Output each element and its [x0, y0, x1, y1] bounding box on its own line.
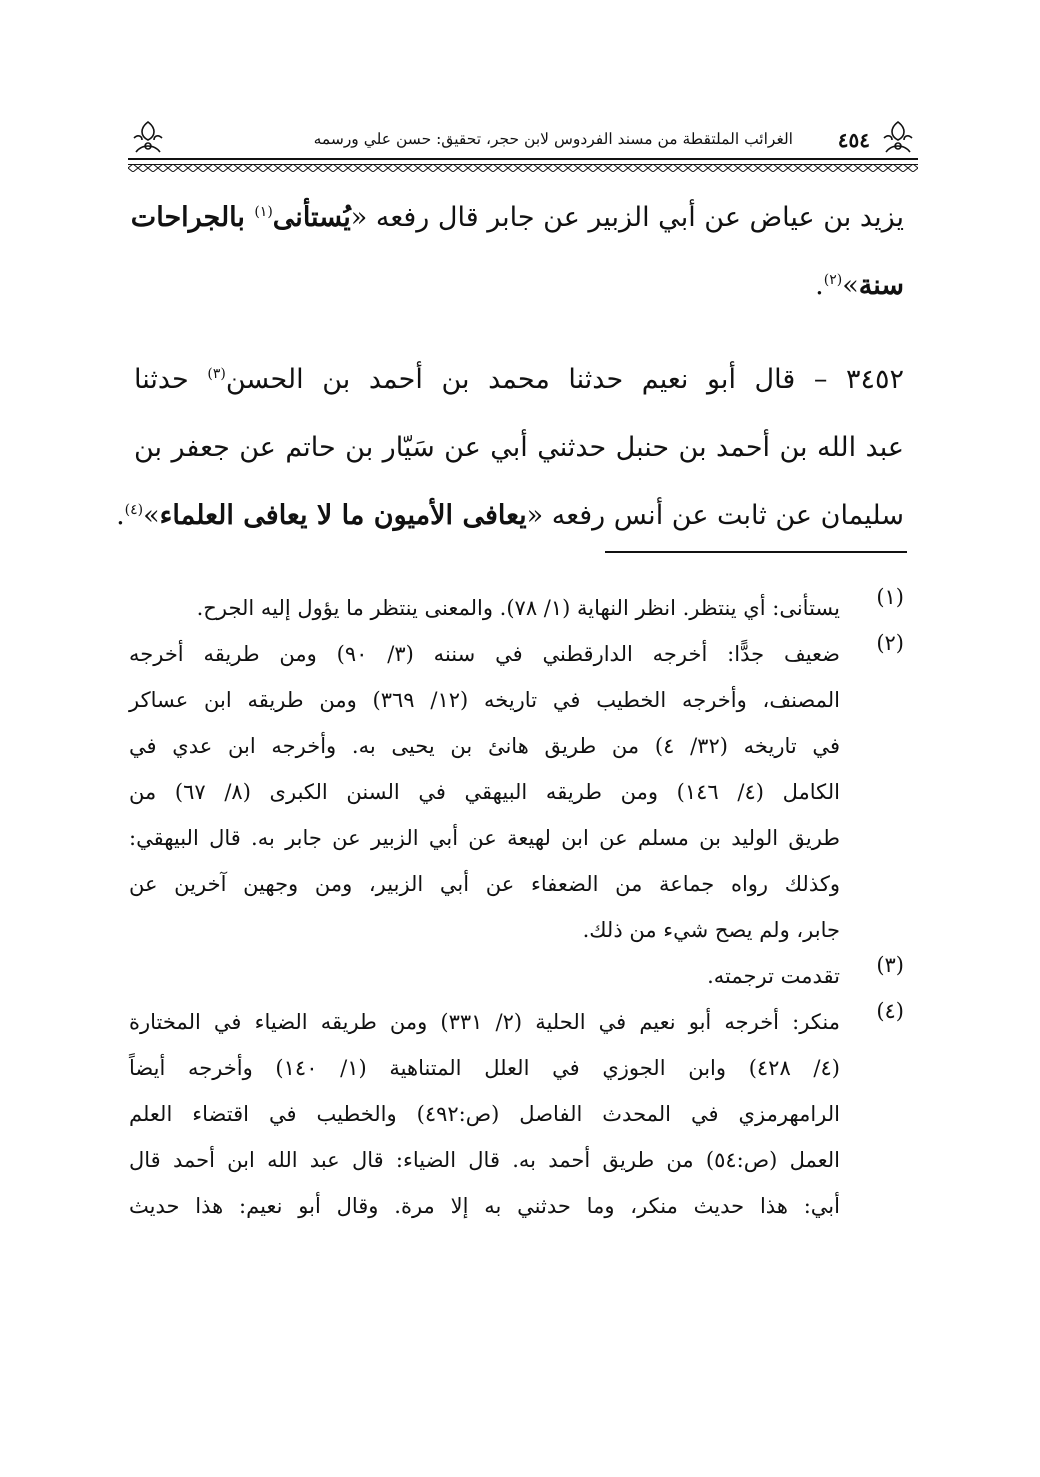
hadith-text: بالجراحات: [130, 202, 255, 233]
footnote-line: منكر: أخرجه أبو نعيم في الحلية (٢/ ٣٣١) ومن طريقه الضياء في المختارة: [129, 1010, 840, 1034]
footnote-ref: (٤): [124, 502, 144, 518]
footnote-3: [129, 953, 904, 999]
text-line: يزيد بن عياض عن أبي الزبير عن جابر قال رفعه «يُستأنى$^{(١)}$ بالجراحات: [130, 202, 904, 233]
hadith-text: يُستأنى: [272, 202, 351, 233]
text-line: عبد الله بن أحمد بن حنبل حدثني أبي عن سَيّار بن حاتم عن جعفر بن: [134, 432, 904, 463]
footnote-line: جابر، ولم يصح شيء من ذلك.: [582, 918, 840, 942]
footnote-line: أبي: هذا حديث منكر، وما حدثني به إلا مرة. وقال أبو نعيم: هذا حديث: [129, 1194, 840, 1218]
header-border-pattern: [128, 164, 918, 172]
footnote-number: (٣): [876, 953, 904, 977]
footnote-line: يستأنى: أي ينتظر. انظر النهاية (١/ ٧٨). والمعنى ينتظر ما يؤول إليه الجرح.: [196, 596, 840, 620]
footnote-line: الرامهرمزي في المحدث الفاصل (ص:٤٩٢) والخطيب في اقتضاء العلم: [129, 1102, 840, 1126]
footnote-number: (٢): [876, 631, 904, 655]
text-line: سليمان عن ثابت عن أنس رفعه «يعافى الأميون ما لا يعافى العلماء»$^{(٤)}$.: [116, 500, 904, 531]
ornament-icon: [878, 118, 918, 158]
footnote-line: وكذلك رواه جماعة من الضعفاء عن أبي الزبير، ومن وجهين آخرين عن: [129, 872, 840, 896]
running-title: الغرائب الملتقطة من مسند الفردوس لابن حجر، تحقيق: حسن علي ورسمه: [313, 130, 793, 148]
body-paragraph: [130, 184, 904, 320]
footnote-line: في تاريخه (٣٢/ ٤) من طريق هانئ بن يحيى به. وأخرجه ابن عدي في: [129, 734, 840, 758]
ornament-icon: [128, 118, 168, 158]
footnote-1: [129, 585, 904, 631]
footnote-line: المصنف، وأخرجه الخطيب في تاريخه (١٢/ ٣٦٩) ومن طريقه ابن عساكر: [129, 688, 840, 712]
footnotes: [129, 585, 904, 1229]
text-line: ٣٤٥٢ – قال أبو نعيم حدثنا محمد بن أحمد بن الحسن$^{(٣)}$ حدثنا: [134, 364, 904, 395]
footnote-line: تقدمت ترجمته.: [707, 964, 840, 988]
footnote-2: [129, 631, 904, 953]
footnote-ref: (١): [254, 204, 273, 220]
footnote-line: الكامل (٤/ ١٤٦) ومن طريقه البيهقي في السنن الكبرى (٨/ ٦٧) من: [129, 780, 840, 804]
footnote-line: العمل (ص:٥٤) من طريق أحمد به. قال الضياء: قال عبد الله ابن أحمد قال: [129, 1148, 840, 1172]
footnote-line: ضعيف جدًّا: أخرجه الدارقطني في سننه (٣/ ٩٠) ومن طريقه أخرجه: [129, 642, 840, 666]
footnote-ref: (٣): [207, 366, 226, 382]
hadith-text: يعافى الأميون ما لا يعافى العلماء: [159, 500, 527, 531]
footnote-4: [129, 999, 904, 1229]
footnote-number: (٤): [876, 999, 904, 1023]
hadith-text: سنة: [858, 270, 904, 301]
footnote-line: طريق الوليد بن مسلم عن ابن لهيعة عن أبي الزبير عن جابر به. قال البيهقي:: [129, 826, 840, 850]
page-number: ٤٥٤: [837, 128, 870, 152]
hadith-paragraph: [116, 346, 904, 550]
running-header: [128, 118, 918, 174]
footnote-separator: [605, 551, 907, 553]
footnote-line: (٤/ ٤٢٨) وابن الجوزي في العلل المتناهية (١/ ١٤٠) وأخرجه أيضاً: [129, 1056, 840, 1080]
text-line: سنة»$^{(٢)}$.: [815, 270, 904, 301]
footnote-number: (١): [876, 585, 904, 609]
footnote-ref: (٢): [823, 272, 843, 288]
